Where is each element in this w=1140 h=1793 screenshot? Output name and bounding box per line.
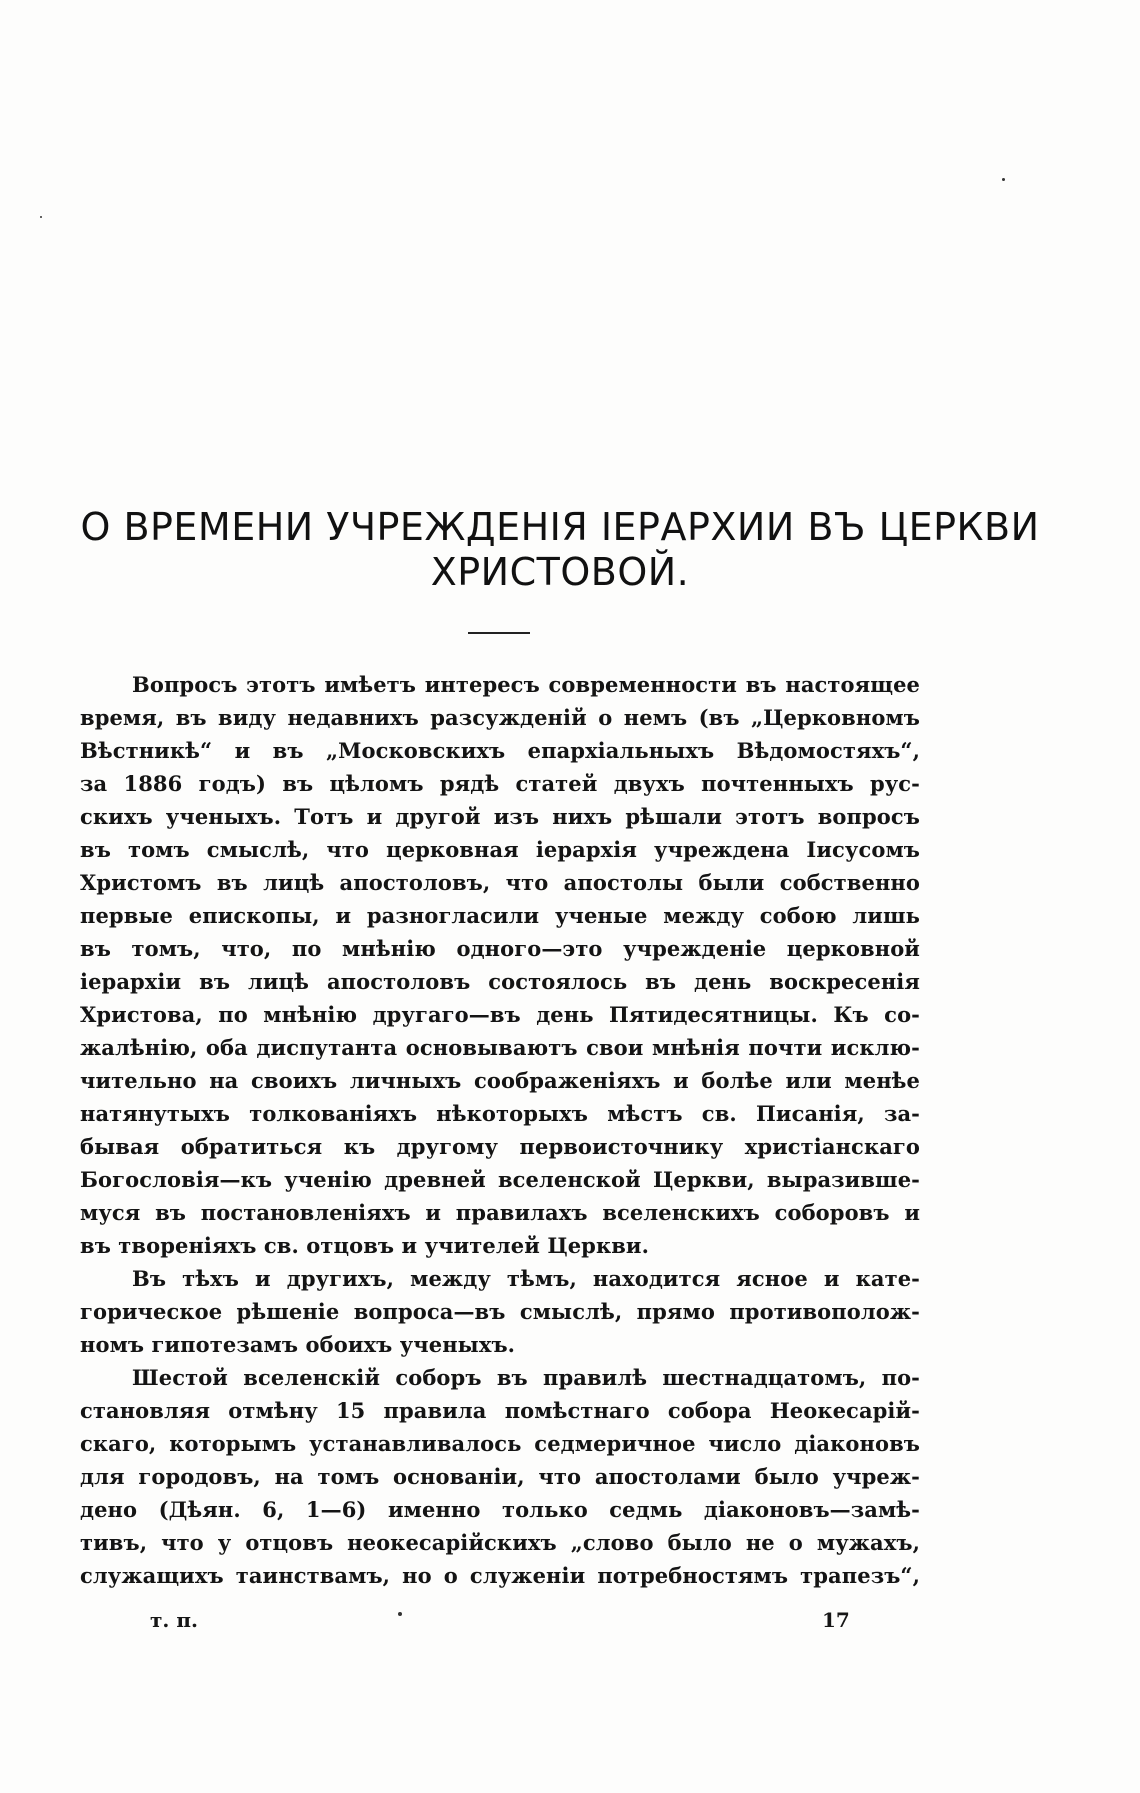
body-line: іерархіи въ лицѣ апостоловъ состоялось въ день воскресенія xyxy=(80,969,920,994)
body-line: въ твореніяхъ св. отцовъ и учителей Церкви. xyxy=(80,1233,650,1258)
title-divider xyxy=(468,632,530,634)
body-line: бывая обратиться къ другому первоисточнику христіанскаго xyxy=(80,1134,920,1159)
volume-marker: т. п. xyxy=(150,1608,198,1632)
body-line: для городовъ, на томъ основаніи, что апостолами было учреж- xyxy=(80,1464,920,1489)
body-line: время, въ виду недавнихъ разсужденій о немъ (въ „Церковномъ xyxy=(80,705,920,730)
body-line: номъ гипотезамъ обоихъ ученыхъ. xyxy=(80,1332,516,1357)
body-line: муся въ постановленіяхъ и правилахъ вселенскихъ соборовъ и xyxy=(80,1200,920,1225)
body-line: за 1886 годъ) въ цѣломъ рядѣ статей двухъ почтенныхъ рус- xyxy=(80,771,920,796)
article-body xyxy=(80,668,920,1592)
body-line: горическое рѣшеніе вопроса—въ смыслѣ, прямо противополож- xyxy=(80,1299,920,1324)
body-line: въ томъ смыслѣ, что церковная іерархія учреждена Іисусомъ xyxy=(80,837,920,862)
ink-speck xyxy=(398,1612,402,1616)
ink-speck xyxy=(40,216,42,218)
body-line: Христова, по мнѣнію другаго—въ день Пятидесятницы. Къ со- xyxy=(80,1002,920,1027)
body-line: въ томъ, что, по мнѣнію одного—это учрежденіе церковной xyxy=(80,936,920,961)
body-line: дено (Дѣян. 6, 1—6) именно только седмь діаконовъ—замѣ- xyxy=(80,1497,920,1522)
article-title-line-1: О ВРЕМЕНИ УЧРЕЖДЕНІЯ ІЕРАРХИИ ВЪ ЦЕРКВИ xyxy=(80,505,1040,549)
body-line: чительно на своихъ личныхъ соображеніяхъ и болѣе или менѣе xyxy=(80,1068,920,1093)
body-line: Шестой вселенскій соборъ въ правилѣ шестнадцатомъ, по- xyxy=(132,1365,920,1390)
body-line: скихъ ученыхъ. Тотъ и другой изъ нихъ рѣшали этотъ вопросъ xyxy=(80,804,920,829)
page-number: 17 xyxy=(822,1608,850,1632)
ink-speck xyxy=(1002,178,1005,181)
body-line: Вопросъ этотъ имѣетъ интересъ современности въ настоящее xyxy=(132,672,920,697)
body-line: первые епископы, и разногласили ученые между собою лишь xyxy=(80,903,920,928)
body-line: тивъ, что у отцовъ неокесарійскихъ „слово было не о мужахъ, xyxy=(80,1530,920,1555)
body-line: жалѣнію, оба диспутанта основываютъ свои мнѣнія почти исклю- xyxy=(80,1035,920,1060)
body-line: Христомъ въ лицѣ апостоловъ, что апостолы были собственно xyxy=(80,870,920,895)
body-line: скаго, которымъ устанавливалось седмеричное число діаконовъ xyxy=(80,1431,920,1456)
body-line: Въ тѣхъ и другихъ, между тѣмъ, находится ясное и кате- xyxy=(132,1266,920,1291)
body-line: Богословія—къ ученію древней вселенской Церкви, выразивше- xyxy=(80,1167,920,1192)
body-line: Вѣстникѣ“ и въ „Московскихъ епархіальныхъ Вѣдомостяхъ“, xyxy=(80,738,920,763)
body-line: натянутыхъ толкованіяхъ нѣкоторыхъ мѣстъ св. Писанія, за- xyxy=(80,1101,920,1126)
article-title-line-2: ХРИСТОВОЙ. xyxy=(430,550,690,594)
body-line: становляя отмѣну 15 правила помѣстнаго собора Неокесарій- xyxy=(80,1398,920,1423)
body-line: служащихъ таинствамъ, но о служеніи потребностямъ трапезъ“, xyxy=(80,1563,920,1588)
